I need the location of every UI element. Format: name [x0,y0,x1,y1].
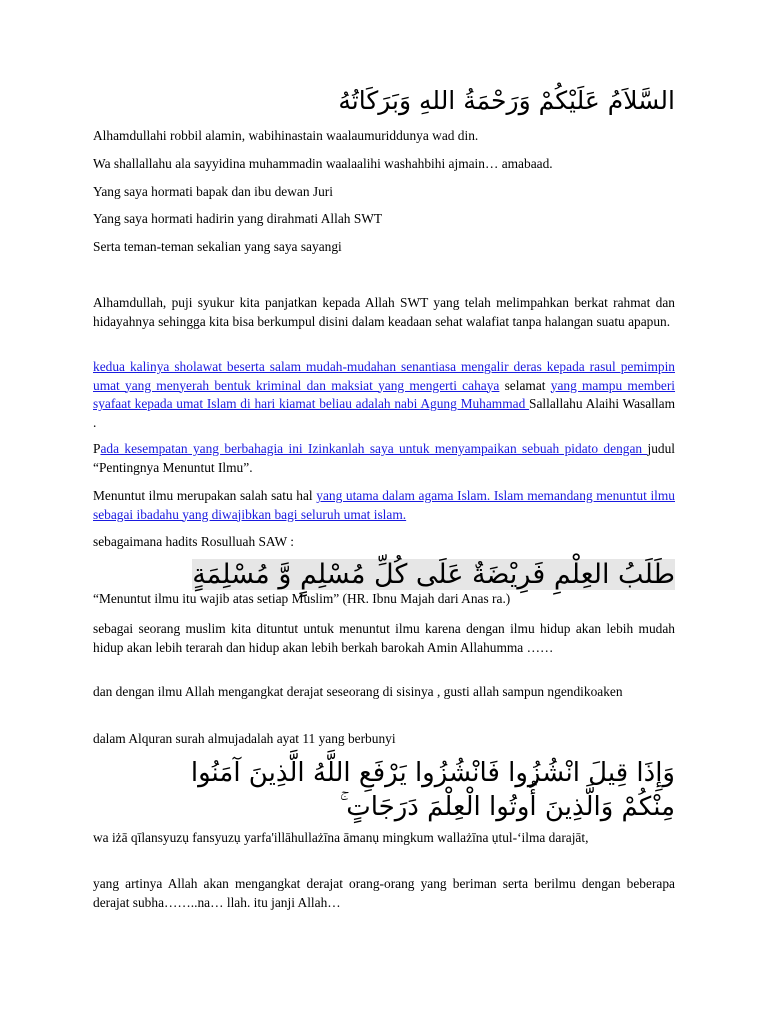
quran-arabic-line-1: وَإِذَا قِيلَ انْشُزُوا فَانْشُزُوا يَرْفَعِ اللَّهُ الَّذِينَ آمَنُوا [190,758,675,788]
paragraph-artinya: yang artinya Allah akan mengangkat derajat orang-orang yang beriman serta berilmu dengan beberapa derajat subha……..na… llah. itu janji Allah… [93,876,675,910]
menuntut-link[interactable]: yang utama dalam agama Islam. Islam memandang menuntut ilmu sebagai ibadahu yang diwajibkan bagi seluruh umat islam. [93,488,675,522]
menuntut-text-1: Menuntut ilmu merupakan salah satu hal [93,488,317,503]
sholawat-text-2: Sallallahu Alaihi Wasallam . [93,396,675,430]
kesempatan-link[interactable]: ada kesempatan yang berbahagia ini Izinkanlah saya untuk menyampaikan sebuah pidato dengan [100,441,648,456]
kesempatan-text-2: judul “Pentingnya Menuntut Ilmu”. [93,441,675,475]
opening-line-1: Alhamdullahi robbil alamin, wabihinastain waalaumuriddunya wad din. [93,128,479,143]
paragraph-menuntut-ilmu [93,487,675,524]
paragraph-sholawat [93,358,675,432]
sholawat-text-1: selamat [499,377,551,393]
opening-line-3: Yang saya hormati bapak dan ibu dewan Juri [93,184,333,199]
greeting-arabic: السَّلاَمُ عَلَيْكُمْ وَرَحْمَةُ اللهِ وَبَرَكَاتُهُ [338,86,675,115]
paragraph-syukur: Alhamdullah, puji syukur kita panjatkan kepada Allah SWT yang telah melimpahkan berkat rahmat dan hidayahnya sehingga kita bisa berkumpul disini dalam keadaan sehat walafiat tanpa halangan suatu apapun. [93,295,675,329]
hadith-translation: “Menuntut ilmu itu wajib atas setiap Muslim” (HR. Ibnu Majah dari Anas ra.) [93,591,511,606]
paragraph-sebagai: sebagai seorang muslim kita dituntut untuk menuntut ilmu karena dengan ilmu hidup akan lebih mudah hidup akan lebih terarah dan hidup akan lebih berkah barokah Amin Allahumma …… [93,621,675,655]
paragraph-kesempatan [93,440,675,477]
hadith-intro: sebagaimana hadits Rosulluah SAW : [93,534,294,549]
quran-intro: dalam Alquran surah almujadalah ayat 11 yang berbunyi [93,731,396,746]
kesempatan-text-1: P [93,441,101,456]
opening-line-2: Wa shallallahu ala sayyidina muhammadin waalaalihi washahbihi ajmain… amabaad. [93,156,553,171]
hadith-arabic-text: طَلَبُ العِلْمِ فَرِيْضَةٌ عَلَى كُلِّ مُسْلِمٍ وَّ مُسْلِمَةٍ [192,559,675,590]
sholawat-link-2[interactable]: yang mampu memberi syafaat kepada umat Islam di hari kiamat beliau adalah nabi Agung Muhammad [93,377,676,411]
hadith-arabic [192,557,675,593]
sholawat-link-1[interactable]: kedua kalinya sholawat beserta salam mudah-mudahan senantiasa mengalir deras kepada rasul pemimpin umat yang menyerah bentuk kriminal dan maksiat yang mengerti cahaya [93,359,675,393]
paragraph-derajat: dan dengan ilmu Allah mengangkat derajat seseorang di sisinya , gusti allah sampun ngendikoaken [93,684,623,699]
quran-arabic-line-2: مِنْكُمْ وَالَّذِينَ أُوتُوا الْعِلْمَ دَرَجَاتٍ ۚ [339,792,675,822]
opening-line-4: Yang saya hormati hadirin yang dirahmati Allah SWT [93,211,383,226]
opening-line-5: Serta teman-teman sekalian yang saya sayangi [93,239,342,254]
transliteration: wa iżā qīlansyuzụ fansyuzụ yarfa'illāhullażīna āmanụ mingkum wallażīna ụtul-‘ilma darajāt, [93,830,589,845]
